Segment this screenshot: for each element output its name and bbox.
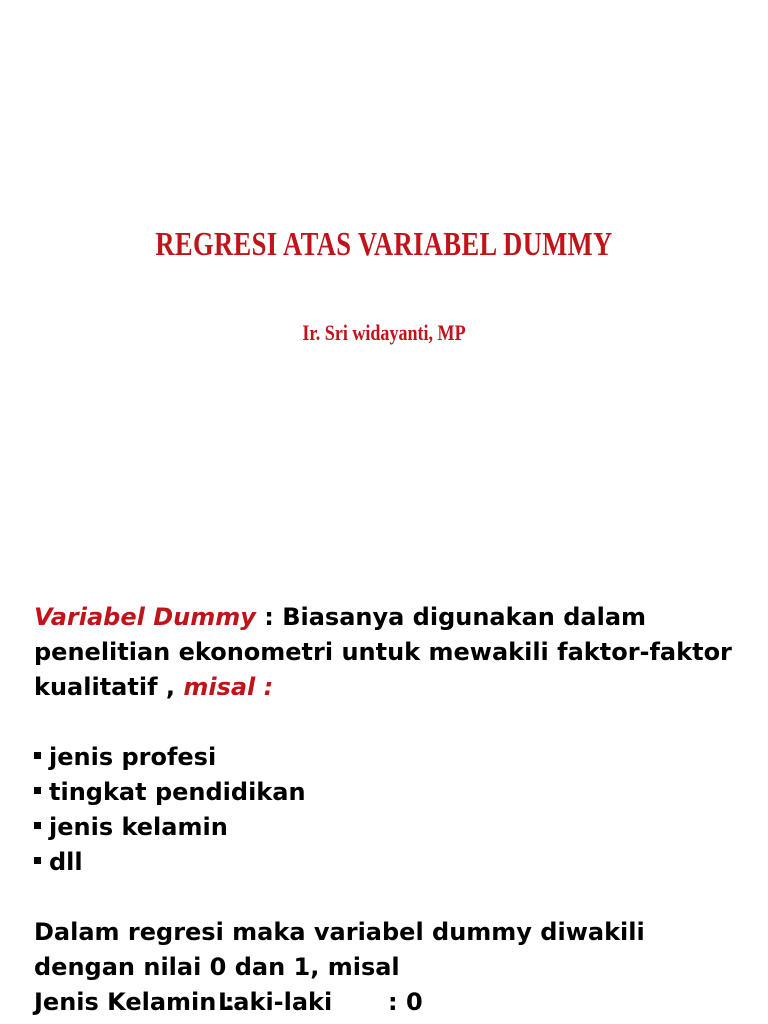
example-value: : 0 bbox=[388, 988, 423, 1016]
list-item bbox=[34, 810, 754, 845]
definition-line-1 bbox=[34, 600, 754, 635]
list-item-text: tingkat pendidikan bbox=[49, 778, 306, 806]
misal-label: misal : bbox=[183, 673, 274, 701]
list-item bbox=[34, 740, 754, 775]
square-bullet-icon bbox=[34, 822, 41, 829]
definition-line-2: penelitian ekonometri untuk mewakili faktor-faktor bbox=[34, 638, 732, 666]
spacer bbox=[34, 705, 754, 740]
definition-text-3: kualitatif , bbox=[34, 673, 184, 701]
square-bullet-icon bbox=[34, 857, 41, 864]
term-label: Variabel Dummy bbox=[34, 603, 256, 631]
example-key: Laki-laki bbox=[218, 988, 333, 1016]
explanation-line-1: Dalam regresi maka variabel dummy diwakili bbox=[34, 918, 645, 946]
explanation-line-2: dengan nilai 0 dan 1, misal bbox=[34, 953, 400, 981]
term-separator: : bbox=[255, 603, 283, 631]
definition-line-3 bbox=[34, 670, 754, 705]
slide-title: REGRESI ATAS VARIABEL DUMMY bbox=[155, 226, 613, 263]
list-item-text: jenis kelamin bbox=[49, 813, 228, 841]
bullet-list bbox=[34, 740, 754, 880]
spacer bbox=[34, 880, 754, 915]
list-item bbox=[34, 845, 754, 880]
slide-body bbox=[34, 600, 754, 1020]
list-item-text: dll bbox=[49, 848, 83, 876]
square-bullet-icon bbox=[34, 787, 41, 794]
example-line bbox=[34, 985, 754, 1020]
list-item-text: jenis profesi bbox=[49, 743, 217, 771]
definition-text-1: Biasanya digunakan dalam bbox=[282, 603, 647, 631]
list-item bbox=[34, 775, 754, 810]
example-label: Jenis Kelamin : bbox=[34, 988, 235, 1016]
slide-author: Ir. Sri widayanti, MP bbox=[302, 320, 466, 345]
square-bullet-icon bbox=[34, 752, 41, 759]
